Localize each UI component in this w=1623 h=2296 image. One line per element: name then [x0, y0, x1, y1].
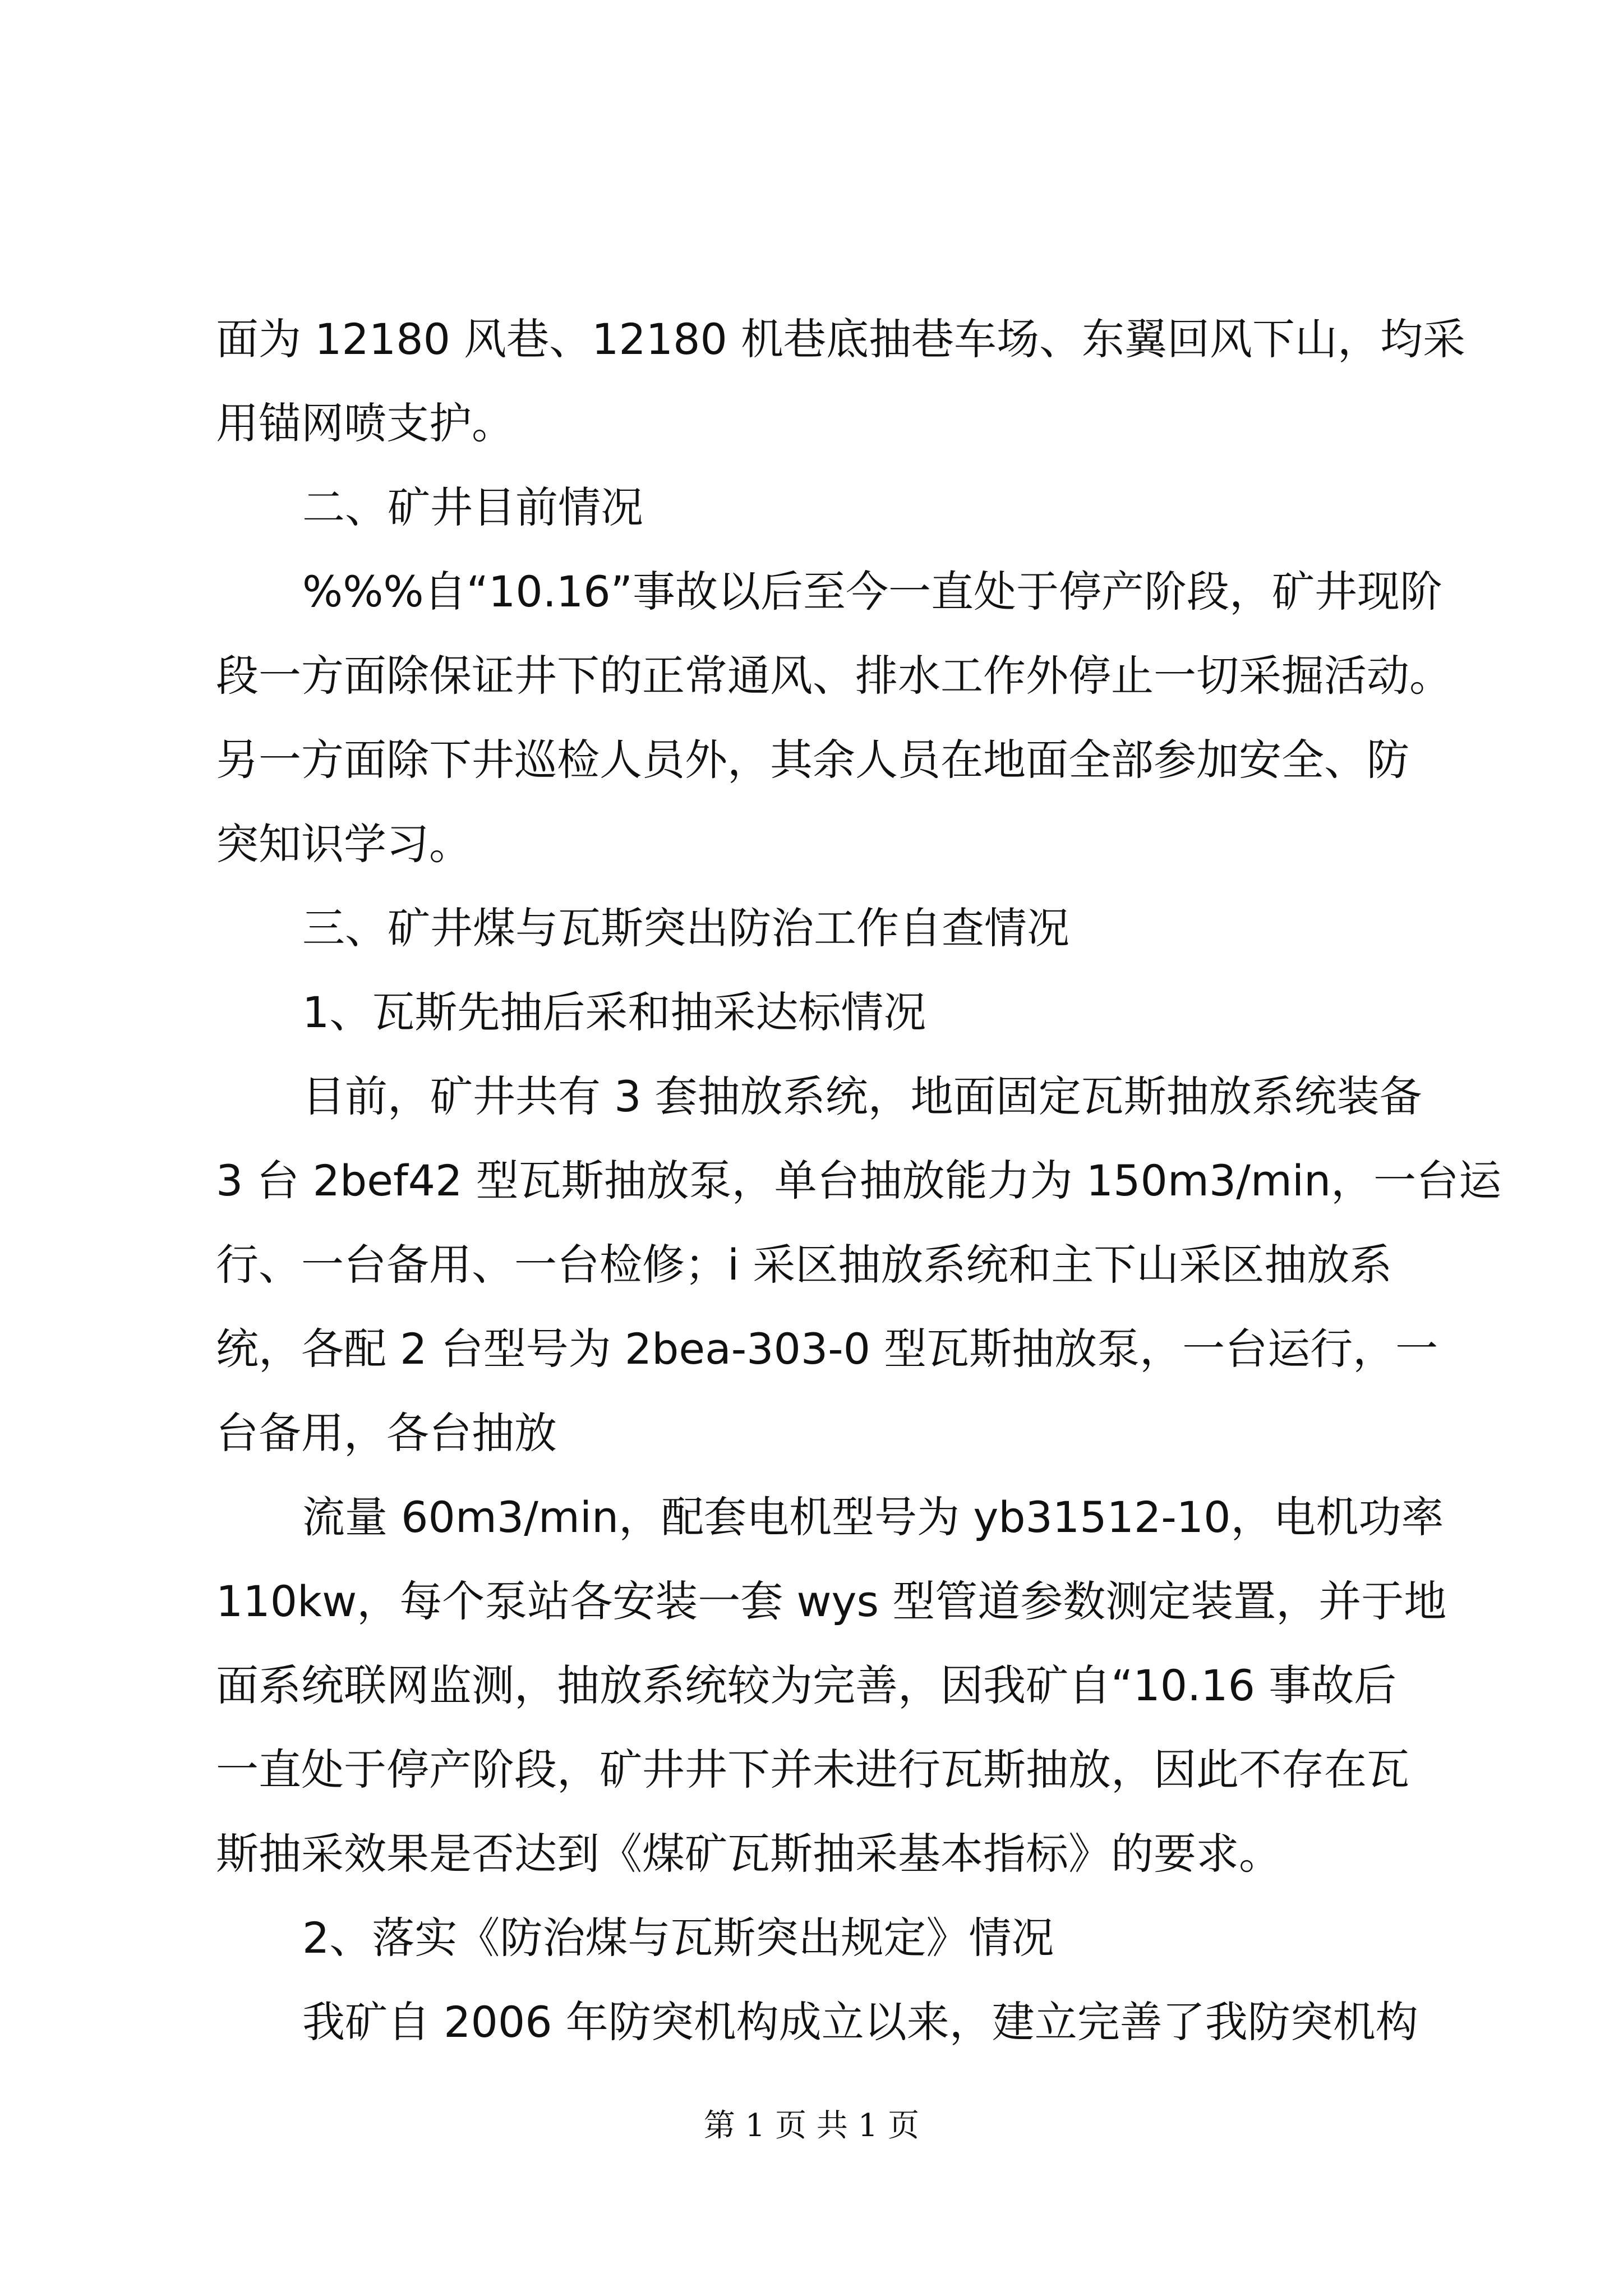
text-line: 用锚网喷支护。 — [216, 398, 514, 448]
text-line: 3 台 2bef42 型瓦斯抽放泵，单台抽放能力为 150m3/min，一台运 — [216, 1156, 1502, 1205]
text-line: 斯抽采效果是否达到《煤矿瓦斯抽采基本指标》的要求。 — [216, 1829, 1281, 1879]
subsection-heading: 1、瓦斯先抽后采和抽采达标情况 — [302, 987, 926, 1037]
text-line: 突知识学习。 — [216, 819, 472, 869]
text-line: 流量 60m3/min，配套电机型号为 yb31512-10，电机功率 — [302, 1492, 1444, 1542]
section-heading: 二、矿井目前情况 — [302, 482, 643, 532]
text-line: 统，各配 2 台型号为 2bea-303-0 型瓦斯抽放泵，一台运行，一 — [216, 1324, 1438, 1374]
text-line: 行、一台备用、一台检修；i 采区抽放系统和主下山采区抽放系 — [216, 1240, 1393, 1290]
text-line: 面为 12180 风巷、12180 机巷底抽巷车场、东翼回风下山，均采 — [216, 314, 1466, 364]
text-line: %%%自“10.16”事故以后至今一直处于停产阶段，矿井现阶 — [302, 567, 1442, 616]
text-line: 段一方面除保证井下的正常通风、排水工作外停止一切采掘活动。 — [216, 651, 1452, 701]
document-body — [216, 297, 1502, 2064]
text-line: 面系统联网监测，抽放系统较为完善，因我矿自“10.16 事故后 — [216, 1660, 1397, 1710]
text-line: 我矿自 2006 年防突机构成立以来，建立完善了我防突机构 — [302, 1997, 1418, 2047]
text-line: 台备用，各台抽放 — [216, 1408, 557, 1458]
page-number-label: 第 1 页 共 1 页 — [703, 2108, 920, 2144]
text-line: 一直处于停产阶段，矿井井下并未进行瓦斯抽放，因此不存在瓦 — [216, 1745, 1409, 1795]
section-heading: 三、矿井煤与瓦斯突出防治工作自查情况 — [302, 903, 1069, 953]
text-line: 另一方面除下井巡检人员外，其余人员在地面全部参加安全、防 — [216, 735, 1409, 785]
text-line: 目前，矿井共有 3 套抽放系统，地面固定瓦斯抽放系统装备 — [302, 1071, 1422, 1121]
subsection-heading: 2、落实《防治煤与瓦斯突出规定》情况 — [302, 1913, 1054, 1963]
page-footer — [0, 2106, 1623, 2146]
text-line: 110kw，每个泵站各安装一套 wys 型管道参数测定装置，并于地 — [216, 1576, 1447, 1626]
